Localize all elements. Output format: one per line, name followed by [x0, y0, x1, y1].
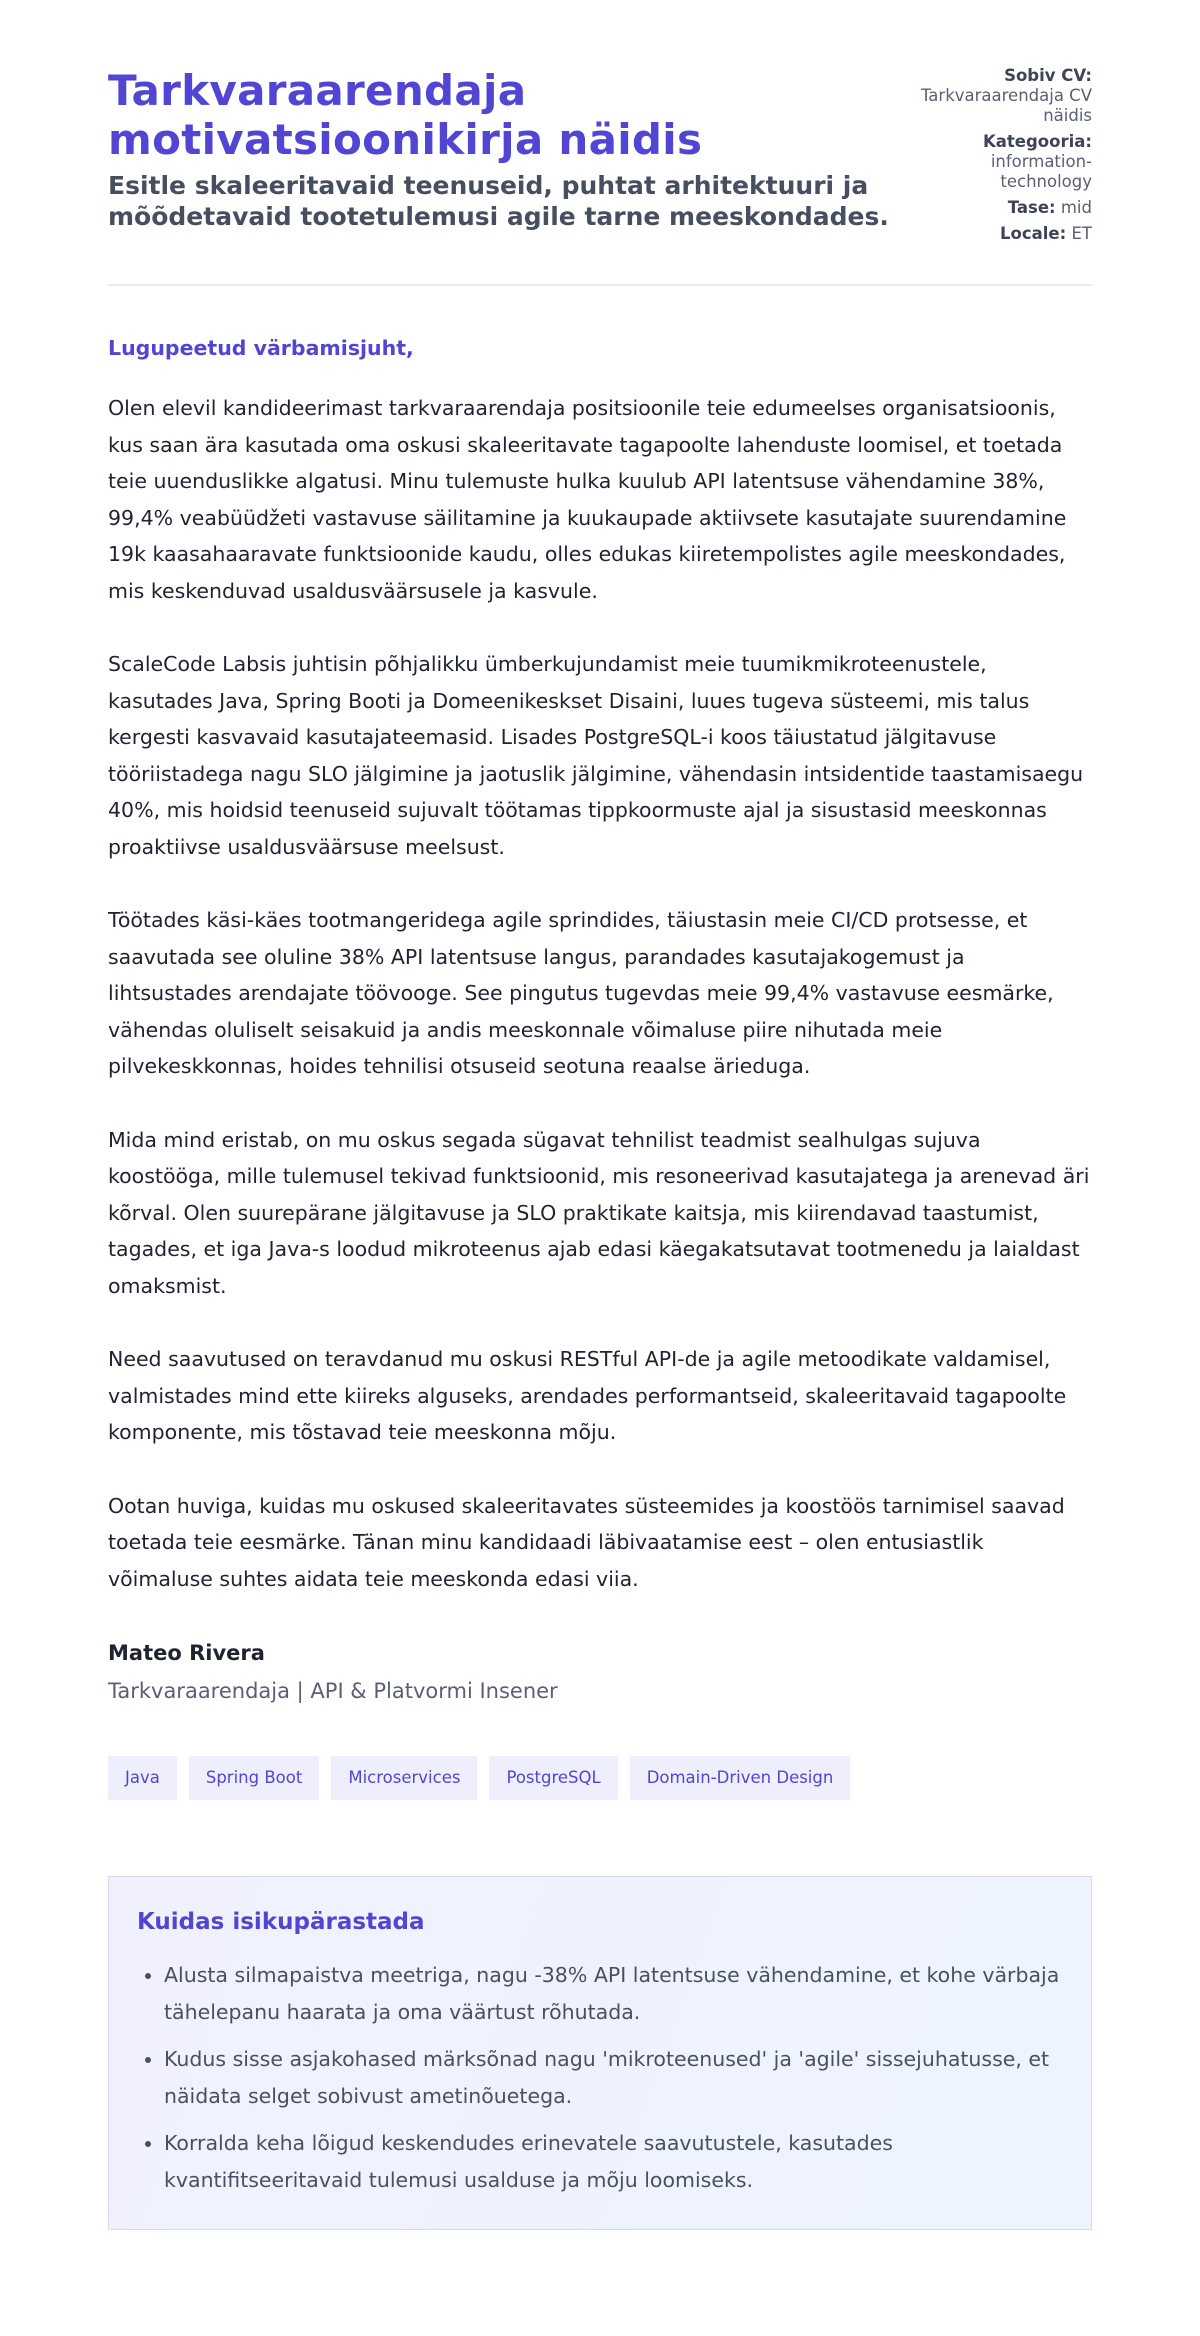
meta-key: Locale: — [1000, 224, 1067, 243]
letter-paragraph: Need saavutused on teravdanud mu oskusi RESTful API-de ja agile metoodikate valdamisel, valmistades mind ette kiireks alguseks, arendades performantseid, skaleeritavaid tagapoolte komponente, mis tõstavad teie meeskonna mõju. — [108, 1347, 1067, 1444]
page-header — [108, 0, 1092, 286]
skill-tags — [108, 1756, 1092, 1800]
skill-tag-ddd: Domain-Driven Design — [630, 1756, 851, 1800]
tips-list — [137, 1957, 1063, 2199]
personalization-tips-box — [108, 1876, 1092, 2230]
meta-value: Tarkvaraarendaja CV näidis — [920, 86, 1092, 125]
skill-tag-microservices: Microservices — [331, 1756, 477, 1800]
tip-item: • Alusta silmapaistva meetriga, nagu -38% API latentsuse vähendamine, et kohe värbaja tähelepanu haarata ja oma väärtust rõhutada. — [164, 1957, 1063, 2031]
page-subtitle: Esitle skaleeritavaid teenuseid, puhtat arhitektuuri ja mõõdetavaid tootetulemusi agile tarne meeskondades. — [108, 171, 889, 231]
letter-paragraph: Töötades käsi-käes tootmangeridega agile sprindides, täiustasin meie CI/CD protsesse, et saavutada see oluline 38% API latentsuse langus, parandades kasutajakogemust ja lihtsustades arendajate töövooge. See pingutus tugevdas meie 99,4% vastavuse eesmärke, vähendas oluliselt seisakuid ja andis meeskonnale võimaluse piire nihutada meie pilvekeskkonnas, hoides tehnilisi otsuseid seotuna reaalse ärieduga. — [108, 908, 1054, 1078]
meta-value: ET — [1071, 224, 1092, 243]
meta-value: mid — [1060, 198, 1092, 217]
meta-row-cv — [903, 66, 1092, 126]
signature-block — [108, 1641, 1092, 1703]
page-title: Tarkvaraarendaja motivatsioonikirja näidis — [108, 66, 703, 164]
letter-paragraph: ScaleCode Labsis juhtisin põhjalikku ümberkujundamist meie tuumikmikroteenustele, kasutades Java, Spring Booti ja Domeenikeskset Disaini, luues tugeva süsteemi, mis talus kergesti kasvavaid kasutajateemasid. Lisades PostgreSQL-i koos täiustatud jälgitavuse tööriistadega nagu SLO jälgimine ja jaotuslik jälgimine, vähendasin intsidentide taastamisaegu 40%, mis hoidsid teenuseid sujuvalt töötamas tippkoormuste ajal ja sisustasid meeskonnas proaktiivse usaldusväärsuse meelsust. — [108, 652, 1084, 859]
tip-item: • Korralda keha lõigud keskendudes erinevatele saavutustele, kasutades kvantifitseeritavaid tulemusi usalduse ja mõju loomiseks. — [164, 2125, 1063, 2199]
letter-paragraph: Olen elevil kandideerimast tarkvaraarendaja positsioonile teie edumeelses organisatsioonis, kus saan ära kasutada oma oskusi skaleeritavate tagapoolte lahenduste loomisel, et toetada teie uuenduslikke algatusi. Minu tulemuste hulka kuulub API latentsuse vähendamine 38%, 99,4% veabüüdžeti vastavuse säilitamine ja kuukaupade aktiivsete kasutajate suurendamine 19k kaasahaaravate funktsioonide kaudu, olles edukas kiiretempolistes agile meeskondades, mis keskenduvad usaldusväärsusele ja kasvule. — [108, 396, 1067, 603]
letter-paragraph: Ootan huviga, kuidas mu oskused skaleeritavates süsteemides ja koostöös tarnimisel saavad toetada teie eesmärke. Tänan minu kandidaadi läbivaatamise eest – olen entusiastlik võimaluse suhtes aidata teie meeskonda edasi viia. — [108, 1493, 1065, 1591]
skill-tag-postgresql: PostgreSQL — [489, 1756, 617, 1800]
title-block — [108, 66, 903, 232]
signature-role: Tarkvaraarendaja | API & Platvormi Insener — [108, 1679, 558, 1703]
skill-tag-java: Java — [108, 1756, 177, 1800]
meta-key: Sobiv CV: — [1004, 66, 1092, 85]
meta-row-category — [903, 132, 1092, 192]
letter-greeting: Lugupeetud värbamisjuht, — [108, 336, 414, 360]
letter-paragraph: Mida mind eristab, on mu oskus segada sügavat tehnilist teadmist sealhulgas sujuva koostööga, mille tulemusel tekivad funktsioonid, mis resoneerivad kasutajatega ja arenevad äri kõrval. Olen suurepärane jälgitavuse ja SLO praktikate kaitsja, mis kiirendavad taastumist, tagades, et iga Java-s loodud mikroteenus ajab edasi käegakatsutavat tootmenedu ja laialdast omaksmist. — [108, 1127, 1090, 1298]
meta-row-level — [903, 198, 1092, 218]
meta-panel — [903, 66, 1092, 250]
letter-body — [108, 286, 1092, 2230]
meta-row-locale — [903, 224, 1092, 244]
tip-item: • Kudus sisse asjakohased märksõnad nagu 'mikroteenused' ja 'agile' sissejuhatusse, et näidata selget sobivust ametinõuetega. — [164, 2041, 1063, 2115]
meta-key: Tase: — [1007, 198, 1056, 217]
meta-key: Kategooria: — [982, 132, 1092, 151]
skill-tag-spring-boot: Spring Boot — [189, 1756, 319, 1800]
tips-title: Kuidas isikupärastada — [137, 1909, 425, 1935]
meta-value: information-technology — [990, 152, 1092, 191]
signature-name: Mateo Rivera — [108, 1641, 265, 1665]
